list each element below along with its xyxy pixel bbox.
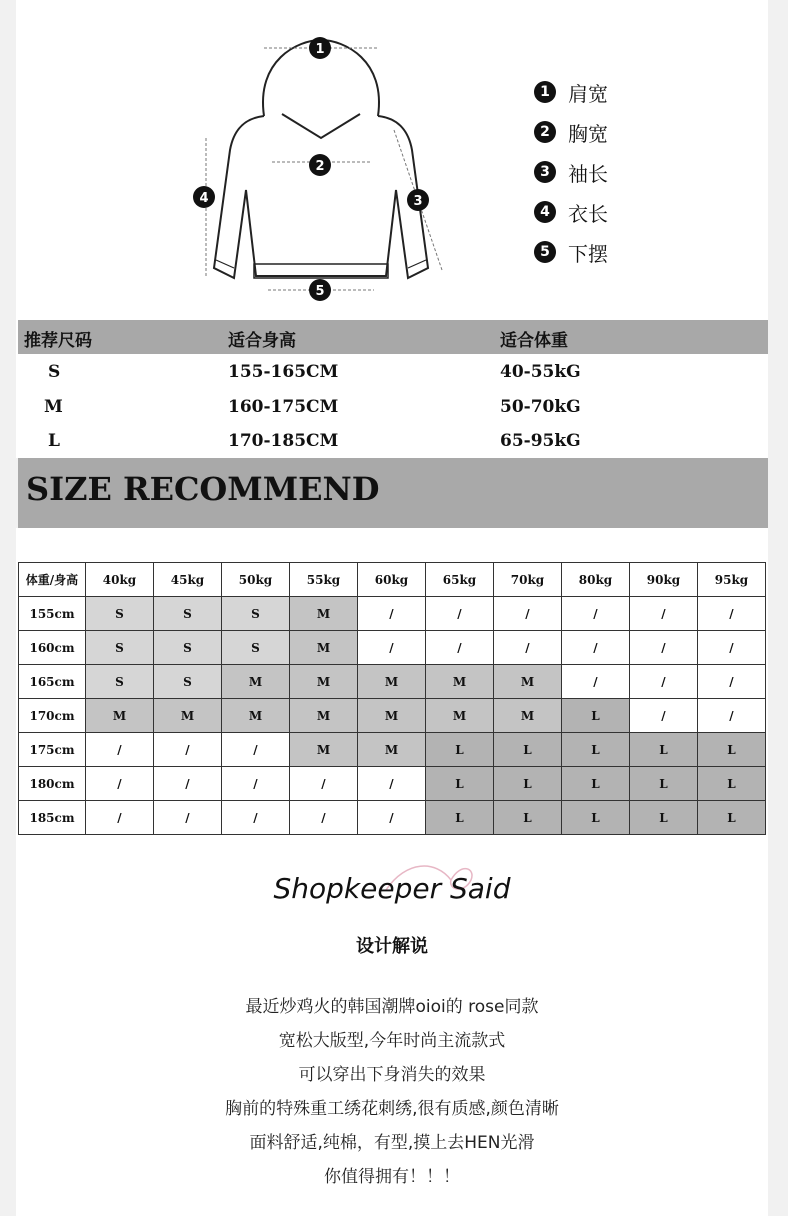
banner-title: SIZE RECOMMEND [26, 470, 380, 508]
grid-cell: S [154, 597, 222, 631]
legend-label: 袖长 [568, 161, 608, 186]
grid-row-185 [19, 801, 766, 835]
grid-cell: / [494, 597, 562, 631]
weight-header: 60kg [358, 563, 426, 597]
grid-cell: / [562, 631, 630, 665]
height-label: 185cm [19, 801, 86, 835]
grid-cell: / [630, 699, 698, 733]
row-size: L [48, 431, 60, 451]
grid-row-175 [19, 733, 766, 767]
grid-cell: L [698, 733, 766, 767]
size-recommend-banner [18, 458, 768, 528]
description-line: 胸前的特殊重工绣花刺绣,很有质感,颜色清晰 [225, 1099, 559, 1119]
grid-cell: M [290, 665, 358, 699]
measurement-legend [534, 72, 608, 272]
grid-cell: / [154, 733, 222, 767]
hoodie-measurement-diagram [16, 0, 768, 318]
grid-cell: / [358, 597, 426, 631]
grid-cell: M [494, 699, 562, 733]
legend-number: 3 [534, 161, 556, 183]
grid-cell: M [426, 699, 494, 733]
header-size: 推荐尺码 [24, 331, 92, 351]
grid-cell: / [290, 767, 358, 801]
row-size: S [48, 362, 61, 382]
grid-cell: M [290, 597, 358, 631]
grid-cell: L [562, 767, 630, 801]
grid-cell: M [494, 665, 562, 699]
height-label: 180cm [19, 767, 86, 801]
grid-cell: / [358, 767, 426, 801]
row-weight: 40-55kG [500, 362, 581, 382]
grid-cell: L [426, 801, 494, 835]
grid-cell: S [222, 597, 290, 631]
weight-header: 70kg [494, 563, 562, 597]
row-height: 155-165CM [228, 362, 339, 382]
legend-number: 1 [534, 81, 556, 103]
marker-5: 5 [315, 284, 325, 299]
grid-header-row [19, 563, 766, 597]
grid-row-170 [19, 699, 766, 733]
grid-cell: M [290, 631, 358, 665]
description-line: 你值得拥有！！！ [324, 1167, 460, 1187]
grid-cell: / [630, 597, 698, 631]
grid-cell: M [290, 699, 358, 733]
grid-cell: M [222, 665, 290, 699]
grid-cell: L [426, 767, 494, 801]
grid-cell: M [358, 699, 426, 733]
grid-cell: / [426, 631, 494, 665]
weight-header: 45kg [154, 563, 222, 597]
grid-cell: / [562, 665, 630, 699]
grid-cell: S [86, 665, 154, 699]
grid-cell: M [358, 733, 426, 767]
grid-cell: L [630, 733, 698, 767]
grid-cell: L [562, 699, 630, 733]
legend-item-hem [534, 232, 608, 272]
height-label: 170cm [19, 699, 86, 733]
row-weight: 65-95kG [500, 431, 581, 451]
height-label: 160cm [19, 631, 86, 665]
legend-item-length [534, 192, 608, 232]
weight-header: 95kg [698, 563, 766, 597]
row-height: 160-175CM [228, 397, 339, 417]
grid-cell: S [86, 631, 154, 665]
grid-row-180 [19, 767, 766, 801]
row-height: 170-185CM [228, 431, 339, 451]
grid-cell: M [222, 699, 290, 733]
description-line: 最近炒鸡火的韩国潮牌oioi的 rose同款 [245, 997, 539, 1017]
grid-cell: S [154, 665, 222, 699]
legend-item-sleeve [534, 152, 608, 192]
grid-cell: / [86, 767, 154, 801]
weight-header: 55kg [290, 563, 358, 597]
grid-cell: L [630, 767, 698, 801]
grid-corner-label: 体重/身高 [19, 563, 86, 597]
row-weight: 50-70kG [500, 397, 581, 417]
grid-cell: / [698, 631, 766, 665]
grid-cell: M [426, 665, 494, 699]
grid-cell: / [290, 801, 358, 835]
grid-row-165 [19, 665, 766, 699]
grid-cell: L [698, 767, 766, 801]
grid-cell: / [698, 665, 766, 699]
height-label: 155cm [19, 597, 86, 631]
grid-cell: / [86, 801, 154, 835]
grid-cell: M [358, 665, 426, 699]
marker-3: 3 [413, 194, 423, 209]
grid-cell: M [290, 733, 358, 767]
legend-item-shoulder [534, 72, 608, 112]
grid-cell: / [630, 665, 698, 699]
grid-cell: / [630, 631, 698, 665]
hoodie-outline-illustration [186, 20, 456, 310]
grid-cell: / [154, 801, 222, 835]
grid-cell: M [154, 699, 222, 733]
legend-item-chest [534, 112, 608, 152]
row-size: M [44, 397, 63, 417]
marker-2: 2 [315, 159, 325, 174]
grid-cell: S [86, 597, 154, 631]
marker-4: 4 [199, 191, 209, 206]
grid-cell: L [494, 733, 562, 767]
grid-cell: / [358, 801, 426, 835]
shopkeeper-said-section [16, 846, 768, 1216]
grid-cell: L [698, 801, 766, 835]
grid-cell: / [222, 801, 290, 835]
grid-cell: / [222, 733, 290, 767]
grid-cell: / [494, 631, 562, 665]
grid-cell: / [222, 767, 290, 801]
legend-number: 2 [534, 121, 556, 143]
grid-cell: L [630, 801, 698, 835]
grid-cell: M [86, 699, 154, 733]
height-label: 165cm [19, 665, 86, 699]
grid-cell: / [154, 767, 222, 801]
description-line: 面料舒适,纯棉，有型,摸上去HEN光滑 [249, 1133, 535, 1153]
legend-number: 4 [534, 201, 556, 223]
shopkeeper-subtitle: 设计解说 [356, 936, 428, 957]
legend-number: 5 [534, 241, 556, 263]
weight-header: 50kg [222, 563, 290, 597]
grid-cell: / [358, 631, 426, 665]
grid-cell: S [154, 631, 222, 665]
grid-cell: L [562, 801, 630, 835]
weight-header: 40kg [86, 563, 154, 597]
legend-label: 胸宽 [568, 121, 608, 146]
header-height: 适合身高 [228, 331, 296, 351]
grid-cell: / [562, 597, 630, 631]
grid-cell: L [494, 767, 562, 801]
shopkeeper-title: Shopkeeper Said [273, 872, 511, 905]
height-label: 175cm [19, 733, 86, 767]
size-recommend-table [16, 318, 768, 458]
grid-cell: / [698, 699, 766, 733]
grid-cell: S [222, 631, 290, 665]
recommend-header-bar [18, 320, 768, 354]
grid-cell: / [426, 597, 494, 631]
grid-cell: L [494, 801, 562, 835]
description-line: 宽松大版型,今年时尚主流款式 [278, 1031, 506, 1051]
weight-header: 90kg [630, 563, 698, 597]
grid-cell: / [86, 733, 154, 767]
size-grid-table [18, 562, 766, 835]
grid-cell: / [698, 597, 766, 631]
weight-header: 65kg [426, 563, 494, 597]
description-line: 可以穿出下身消失的效果 [298, 1065, 486, 1085]
grid-cell: L [426, 733, 494, 767]
grid-cell: L [562, 733, 630, 767]
grid-row-160 [19, 631, 766, 665]
weight-height-size-grid [16, 528, 768, 846]
weight-header: 80kg [562, 563, 630, 597]
header-weight: 适合体重 [500, 331, 568, 351]
legend-label: 衣长 [568, 201, 608, 226]
legend-label: 下摆 [568, 241, 608, 266]
legend-label: 肩宽 [568, 81, 608, 106]
marker-1: 1 [315, 42, 325, 57]
grid-row-155 [19, 597, 766, 631]
